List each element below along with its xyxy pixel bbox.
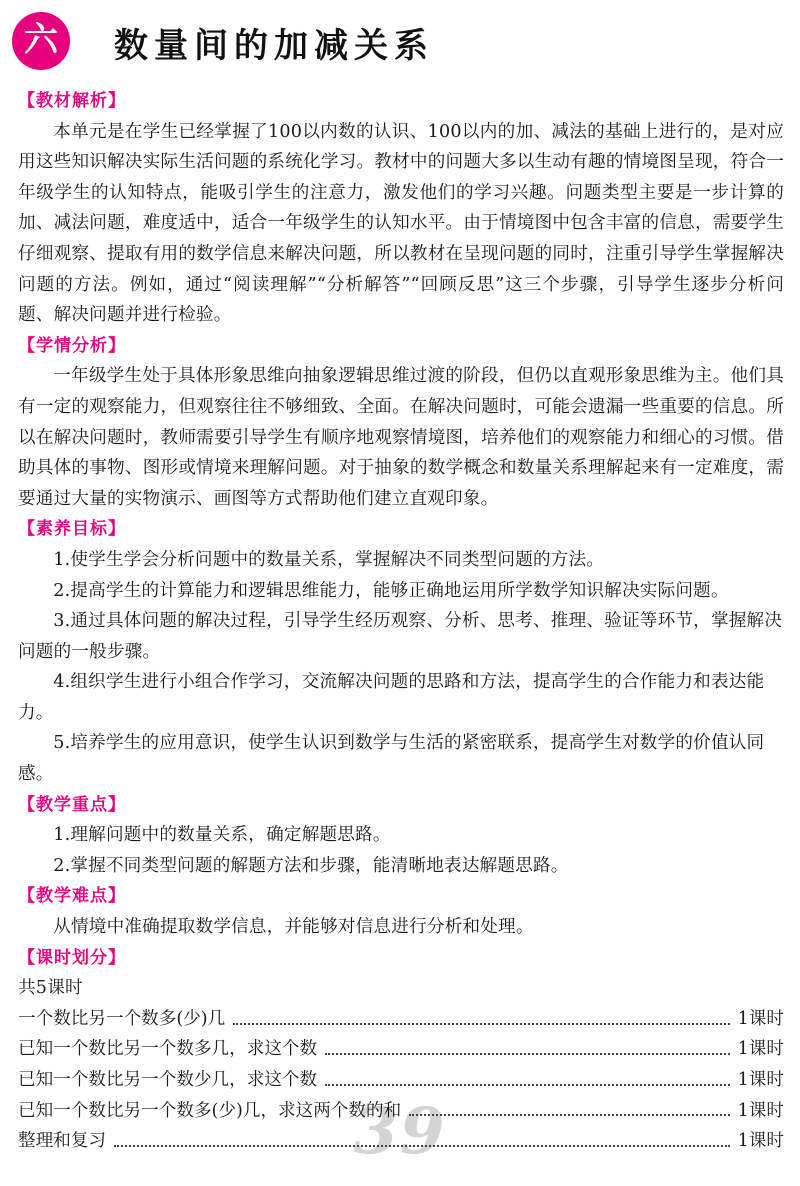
schedule-total: 共5课时 (18, 978, 83, 999)
section-label: 【教材解析】 (18, 91, 126, 111)
section-paragraph: 一年级学生处于具体形象思维向抽象逻辑思维过渡的阶段，但仍以直观形象思维为主。他们具有一定的观察能力，但观察往往不够细致、全面。在解决问题时，可能会遗漏一些重要的信息。所以在解决问题时，教师需要引导学生有顺序地观察情境图，培养他们的观察能力和细心的习惯。借助具体的事物、图形或情境来理解问题。对于抽象的数学概念和数量关系理解起来有一定难度，需要通过大量的实物演示、画图等方式帮助他们建立直观印象。 (18, 366, 784, 509)
lesson-row (18, 1065, 784, 1096)
section-key-points (18, 790, 784, 882)
lesson-name: 已知一个数比另一个数少几，求这个数 (18, 1070, 318, 1090)
section-label: 【教学重点】 (18, 794, 126, 815)
page-number: 39 (353, 1094, 447, 1169)
section-label: 【学情分析】 (18, 335, 126, 356)
key-point-item: 1.理解问题中的数量关系，确定解题思路。 (53, 825, 391, 846)
goal-item: 5.培养学生的应用意识，使学生认识到数学与生活的紧密联系，提高学生对数学的价值认同感。 (18, 733, 765, 785)
section-label: 【课时划分】 (18, 947, 126, 968)
dot-leader (325, 1052, 730, 1055)
goal-item: 3.通过具体问题的解决过程，引导学生经历观察、分析、思考、推理、验证等环节，掌握解决问题的一般步骤。 (18, 611, 783, 662)
dot-leader (325, 1083, 730, 1086)
dot-leader (409, 1113, 729, 1116)
lesson-hours: 1课时 (737, 1070, 784, 1090)
lesson-name: 已知一个数比另一个数多(少)几，求这两个数的和 (18, 1100, 402, 1121)
dot-leader (114, 1144, 730, 1147)
section-label: 【素养目标】 (18, 519, 126, 540)
key-point-item: 2.掌握不同类型问题的解题方法和步骤，能清晰地表达解题思路。 (53, 855, 569, 876)
lesson-hours: 1课时 (737, 1008, 784, 1029)
lesson-name: 已知一个数比另一个数多几，求这个数 (18, 1039, 318, 1060)
chapter-title: 数量间的加减关系 (114, 26, 434, 66)
lesson-hours: 1课时 (737, 1039, 784, 1060)
goal-item: 1.使学生学会分析问题中的数量关系，掌握解决不同类型问题的方法。 (53, 549, 605, 570)
section-difficulties (18, 881, 784, 942)
section-student-analysis (18, 331, 784, 515)
goal-item: 2.提高学生的计算能力和逻辑思维能力，能够正确地运用所学数学知识解决实际问题。 (53, 580, 729, 601)
section-literacy-goals (18, 514, 784, 789)
page-content (18, 86, 784, 1157)
lesson-row (18, 1034, 784, 1065)
section-paragraph: 从情境中准确提取数学信息，并能够对信息进行分析和处理。 (53, 917, 534, 938)
lesson-row (18, 1126, 784, 1157)
section-label: 【教学难点】 (18, 886, 126, 907)
lesson-row (18, 1096, 784, 1127)
goal-item: 4.组织学生进行小组合作学习，交流解决问题的思路和方法，提高学生的合作能力和表达能力。 (18, 672, 765, 723)
dot-leader (233, 1022, 729, 1025)
lesson-name: 一个数比另一个数多(少)几 (18, 1008, 226, 1029)
lesson-hours: 1课时 (737, 1100, 784, 1121)
lesson-hours: 1课时 (737, 1131, 784, 1152)
chapter-header (12, 12, 792, 72)
lesson-row (18, 1004, 784, 1035)
chapter-number-badge: 六 (12, 12, 70, 70)
section-schedule (18, 943, 784, 1157)
lesson-name: 整理和复习 (18, 1131, 106, 1152)
section-paragraph: 本单元是在学生已经掌握了100以内数的认识、100以内的加、减法的基础上进行的，是对应用这些知识解决实际生活问题的系统化学习。教材中的问题大多以生动有趣的情境图呈现，符合一年级学生的认知特点，能吸引学生的注意力，激发他们的学习兴趣。问题类型主要是一步计算的加、减法问题，难度适中，适合一年级学生的认知水平。由于情境图中包含丰富的信息，需要学生仔细观察、提取有用的数学信息来解决问题，所以教材在呈现问题的同时，注重引导学生掌握解决问题的方法。例如，通过“阅读理解”“分析解答”“回顾反思”这三个步骤，引导学生逐步分析问题、解决问题并进行检验。 (18, 121, 784, 326)
section-textbook-analysis (18, 86, 784, 331)
